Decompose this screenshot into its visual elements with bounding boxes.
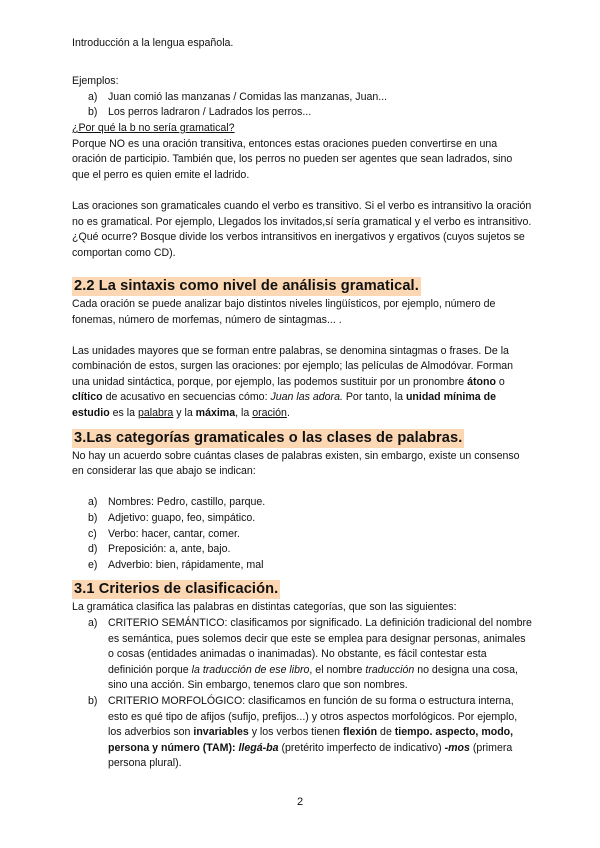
page-header-title: Introducción a la lengua española. bbox=[72, 37, 234, 49]
list-item: b) CRITERIO MORFOLÓGICO: clasificamos en función de su forma o estructura interna, esto es qué tipo de afijos (sufijo, prefijos...) y otros aspectos morfológicos. Por ejemplo, los adverbios son invariables y los verbos tienen flexión de tiempo. aspecto, modo, persona y número (TAM): llegá-ba (pretérito imperfecto de indicativo) -mos (primera persona plural). bbox=[88, 694, 518, 770]
section-3-heading: 3.Las categorías gramaticales o las clases de palabras. bbox=[74, 429, 463, 446]
section-3-1-intro: La gramática clasifica las palabras en distintas categorías, que son las siguientes: bbox=[72, 601, 457, 614]
criteria-list bbox=[72, 616, 532, 772]
list-item: a) Nombres: Pedro, castillo, parque. bbox=[88, 496, 266, 509]
examples-question: ¿Por qué la b no sería gramatical? bbox=[72, 121, 235, 134]
page-content bbox=[72, 36, 532, 772]
list-item: a) CRITERIO SEMÁNTICO: clasificamos por significado. La definición tradicional del nombre es semántica, pues solemos decir que este se emplea para designar personas, animales o cosas (entidades animadas o inanimadas). No obstante, es fácil contestar esta definición porque la traducción de ese libro, el nombre traducción no designa una cosa, sino una acción. Sin embargo, tenemos claro que son nombres. bbox=[88, 617, 532, 692]
section-3-1-heading: 3.1 Criterios de clasificación. bbox=[74, 581, 279, 598]
examples-answer: Porque NO es una oración transitiva, entonces estas oraciones pueden convertirse en una oración de participio. También que, los perros no pueden ser agentes que sean ladrados, sino que el perro es quien emite el ladrido. bbox=[72, 137, 513, 181]
list-item: c) Verbo: hacer, cantar, comer. bbox=[88, 527, 240, 540]
section-2-2-paragraph-2: Las unidades mayores que se forman entre palabras, se denomina sintagmas o frases. De la combinación de estos, surgen las oraciones: por ejemplo; las películas de Almodóvar. Forman una unidad sintáctica, porque, por ejemplo, las podemos sustituir por un pronombre átono o clítico de acusativo en secuencias cómo: Juan las adora. Por tanto, la unidad mínima de estudio es la palabra y la máxima, la oración. bbox=[72, 344, 514, 420]
transitivity-paragraph: Las oraciones son gramaticales cuando el verbo es transitivo. Si el verbo es intransitivo la oración no es gramatical. Por ejemplo, Llegados los invitados,sí sería gramatical y el verbo es intransitivo. ¿Qué ocurre? Bosque divide los verbos intransitivos en inergativos y ergativos (cuyos sujetos se comportan como CD). bbox=[72, 199, 532, 259]
section-2-2-heading: 2.2 La sintaxis como nivel de análisis gramatical. bbox=[74, 277, 419, 294]
list-item: e) Adverbio: bien, rápidamente, mal bbox=[88, 558, 264, 571]
list-item: b) Adjetivo: guapo, feo, simpático. bbox=[88, 512, 256, 525]
list-item: b) Los perros ladraron / Ladrados los perros... bbox=[88, 106, 312, 119]
examples-list bbox=[72, 90, 532, 121]
page-number: 2 bbox=[296, 796, 304, 808]
word-classes-list bbox=[72, 495, 532, 573]
list-item: a) Juan comió las manzanas / Comidas las manzanas, Juan... bbox=[88, 90, 388, 103]
section-2-2-paragraph-1: Cada oración se puede analizar bajo distintos niveles lingüísticos, por ejemplo, número de fonemas, número de morfemas, número de sintagmas... . bbox=[72, 297, 496, 326]
section-3-intro: No hay un acuerdo sobre cuántas clases de palabras existen, sin embargo, existe un consenso en considerar las que abajo se indican: bbox=[72, 449, 520, 478]
list-item: d) Preposición: a, ante, bajo. bbox=[88, 543, 231, 556]
examples-label: Ejemplos: bbox=[72, 75, 119, 88]
